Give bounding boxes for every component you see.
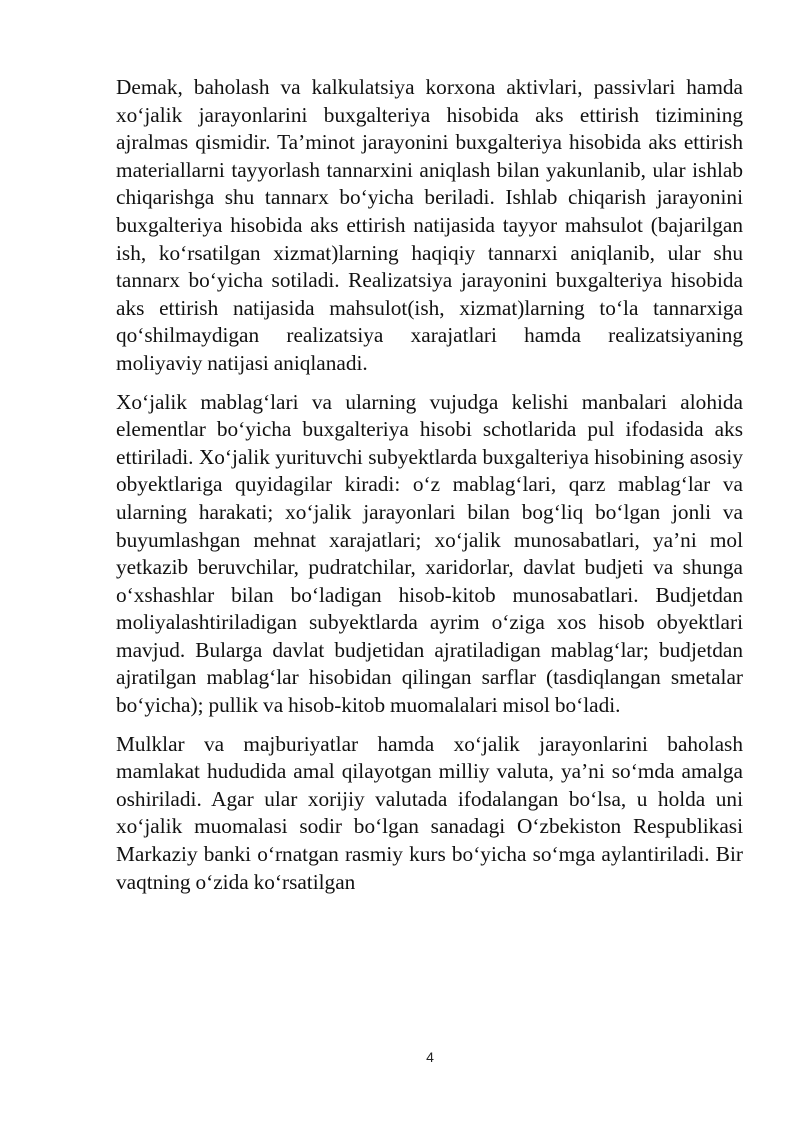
paragraph-3: Mulklar va majburiyatlar hamda xo‘jalik jarayonlarini baholash mamlakat hududida amal qilayotgan milliy valuta, ya’ni so‘mda amalga oshiriladi. Agar ular xorijiy valutada ifodalangan bo‘lsa, u holda uni xo‘jalik muomalasi sodir bo‘lgan sanadagi O‘zbekiston Respublikasi Markaziy banki o‘rnatgan rasmiy kurs bo‘yicha so‘mga aylantiriladi. Bir vaqtning o‘zida ko‘rsatilgan — [116, 731, 743, 894]
page-number: 4 — [426, 1049, 434, 1065]
document-body — [116, 74, 743, 907]
paragraph-2: Xo‘jalik mablag‘lari va ularning vujudga kelishi manbalari alohida elementlar bo‘yicha buxgalteriya hisobi schotlarida pul ifodasida aks ettiriladi. Xo‘jalik yurituvchi subyektlarda buxgalteriya hisobining asosiy obyektlariga quyidagilar kiradi: o‘z mablag‘lari, qarz mablag‘lar va ularning harakati; xo‘jalik jarayonlari bilan bog‘liq bo‘lgan jonli va buyumlashgan mehnat xarajatlari; xo‘jalik munosabatlari, ya’ni mol yetkazib beruvchilar, pudratchilar, xaridorlar, davlat budjeti va shunga o‘xshashlar bilan bo‘ladigan hisob-kitob munosabatlari. Budjetdan moliyalashtiriladigan subyektlarda ayrim o‘ziga xos hisob obyektlari mavjud. Bularga davlat budjetidan ajratiladigan mablag‘lar; budjetdan ajratilgan mablag‘lar hisobidan qilingan sarflar (tasdiqlangan smetalar bo‘yicha); pullik va hisob-kitob muomalalari misol bo‘ladi. — [116, 389, 743, 718]
paragraph-1: Demak, baholash va kalkulatsiya korxona aktivlari, passivlari hamda xo‘jalik jarayonlarini buxgalteriya hisobida aks ettirish tizimining ajralmas qismidir. Ta’minot jarayonini buxgalteriya hisobida aks ettirish materiallarni tayyorlash tannarxini aniqlash bilan yakunlanib, ular ishlab chiqarishga shu tannarx bo‘yicha beriladi. Ishlab chiqarish jarayonini buxgalteriya hisobida aks ettirish natijasida tayyor mahsulot (bajarilgan ish, ko‘rsatilgan xizmat)larning haqiqiy tannarxi aniqlanib, ular shu tannarx bo‘yicha sotiladi. Realizatsiya jarayonini buxgalteriya hisobida aks ettirish natijasida mahsulot(ish, xizmat)larning to‘la tannarxiga qo‘shilmaydigan realizatsiya xarajatlari hamda realizatsiyaning moliyaviy natijasi aniqlanadi. — [116, 75, 743, 375]
